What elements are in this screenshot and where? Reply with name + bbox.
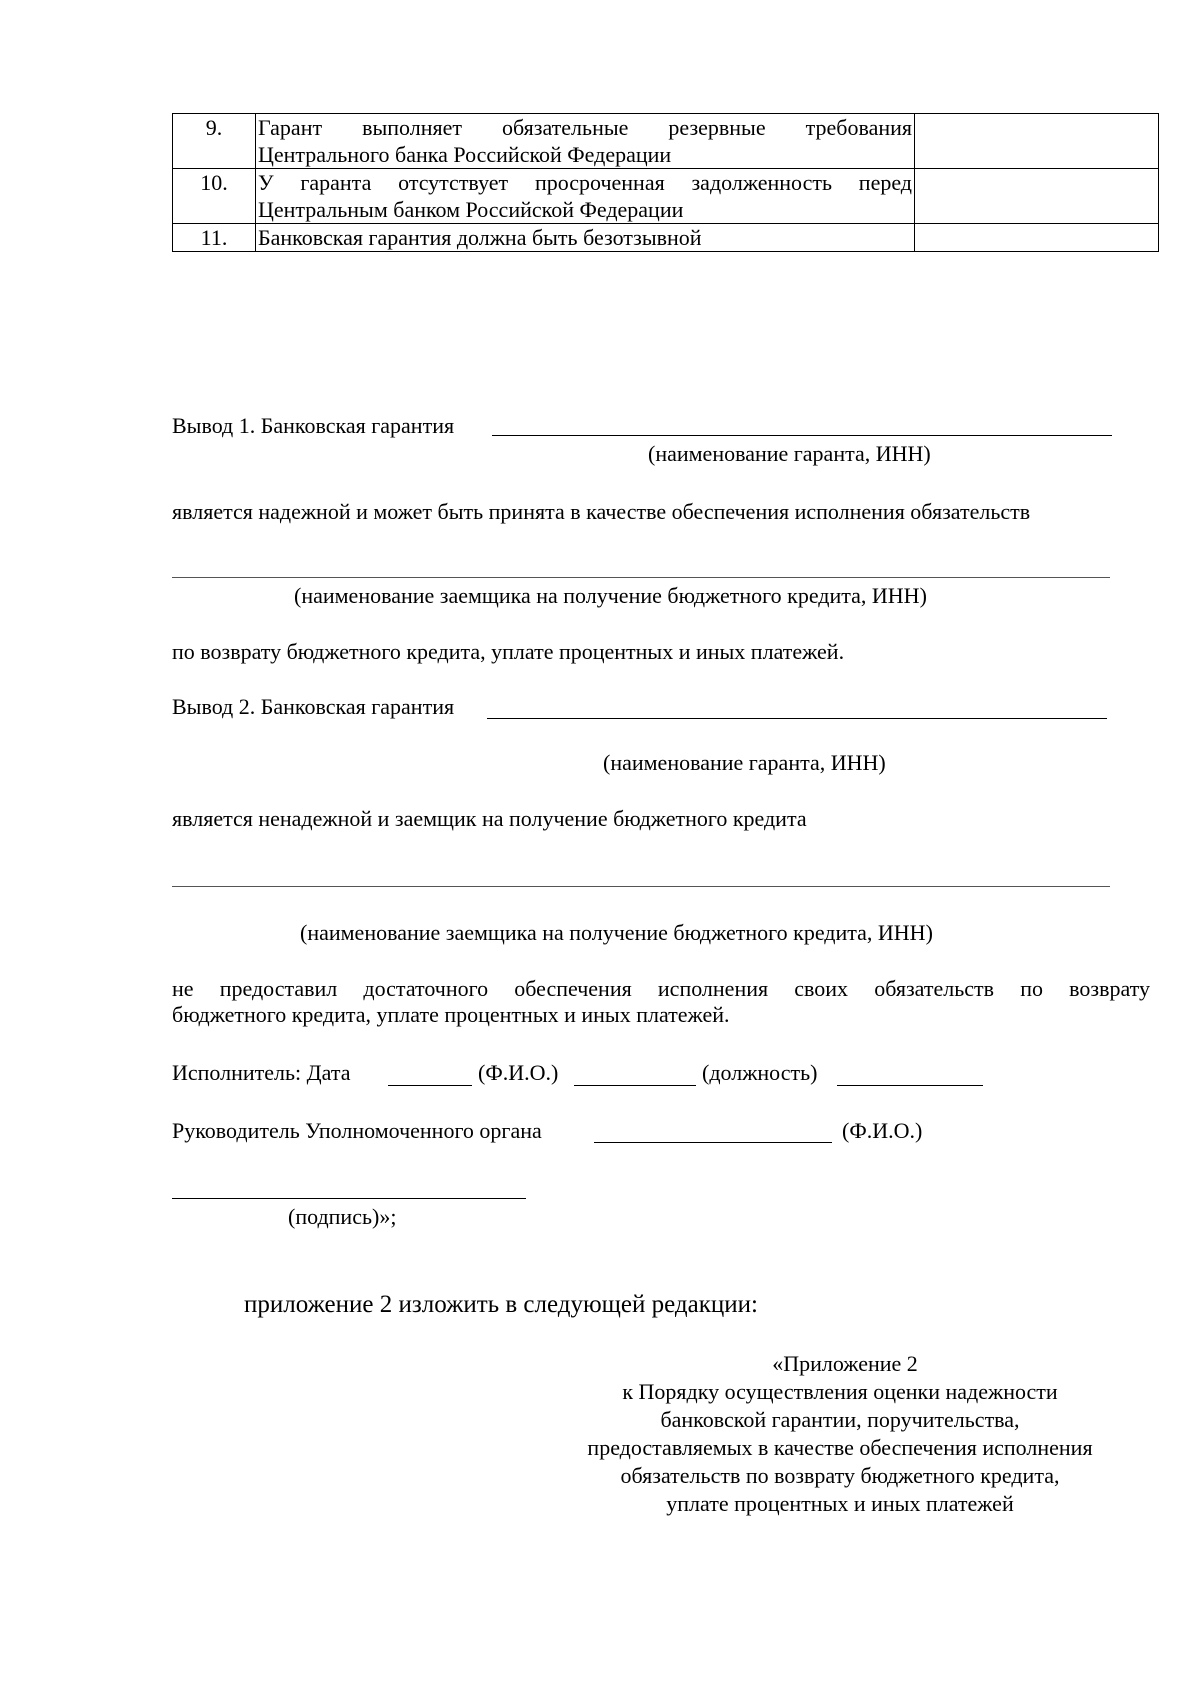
appendix-heading [540, 1350, 1140, 1518]
row-criterion-line: У гаранта отсутствует просроченная задолженность перед [258, 170, 912, 195]
conclusion1-statement: является надежной и может быть принята в качестве обеспечения исполнения обязательств [172, 499, 1031, 524]
appendix-line: предоставляемых в качестве обеспечения исполнения [587, 1435, 1093, 1460]
table-row [173, 169, 1159, 224]
row-criterion [256, 169, 915, 224]
borrower-blank-line [172, 886, 1110, 887]
row-criterion-line: Центральным банком Российской Федерации [258, 197, 684, 222]
row-criterion-line: Центрального банка Российской Федерации [258, 142, 672, 167]
table-row [173, 224, 1159, 252]
table-row [173, 114, 1159, 169]
appendix-line: уплате процентных и иных платежей [666, 1491, 1014, 1516]
executor-fio-label: (Ф.И.О.) [478, 1060, 559, 1085]
closing-line: бюджетного кредита, уплате процентных и иных платежей. [172, 1002, 730, 1027]
row-value-cell [915, 169, 1159, 224]
executor-label: Исполнитель: Дата [172, 1060, 351, 1085]
guarantor-blank-line [492, 435, 1112, 436]
date-blank-line [388, 1085, 472, 1086]
appendix-line: к Порядку осуществления оценки надежности [622, 1379, 1058, 1404]
row-number: 11. [173, 224, 256, 252]
instruction-text: приложение 2 изложить в следующей редакции: [244, 1291, 758, 1318]
criteria-table [172, 113, 1159, 252]
appendix-line: банковской гарантии, поручительства, [660, 1407, 1020, 1432]
conclusion1-closing: по возврату бюджетного кредита, уплате процентных и иных платежей. [172, 639, 845, 664]
head-blank-line [594, 1142, 832, 1143]
borrower-blank-line [172, 577, 1110, 578]
guarantor-caption: (наименование гаранта, ИНН) [648, 441, 931, 466]
row-number: 10. [173, 169, 256, 224]
row-criterion [256, 224, 915, 252]
appendix-line: обязательств по возврату бюджетного кредита, [620, 1463, 1060, 1488]
head-label: Руководитель Уполномоченного органа [172, 1118, 542, 1143]
row-number: 9. [173, 114, 256, 169]
conclusion2-statement: является ненадежной и заемщик на получение бюджетного кредита [172, 806, 807, 831]
conclusion2-closing [172, 976, 1150, 1028]
row-criterion-line: Гарант выполняет обязательные резервные требования [258, 115, 912, 140]
conclusion1-label: Вывод 1. Банковская гарантия [172, 413, 455, 438]
fio-blank-line [574, 1085, 696, 1086]
borrower-caption: (наименование заемщика на получение бюджетного кредита, ИНН) [294, 583, 927, 608]
row-value-cell [915, 224, 1159, 252]
position-blank-line [837, 1085, 983, 1086]
row-criterion-line: Банковская гарантия должна быть безотзывной [258, 225, 702, 250]
head-fio-label: (Ф.И.О.) [842, 1118, 923, 1143]
signature-caption: (подпись)»; [288, 1204, 397, 1229]
closing-line: не предоставил достаточного обеспечения исполнения своих обязательств по возврату [172, 976, 1150, 1001]
row-criterion [256, 114, 915, 169]
row-value-cell [915, 114, 1159, 169]
executor-position-label: (должность) [702, 1060, 818, 1085]
guarantor-caption: (наименование гаранта, ИНН) [603, 750, 886, 775]
conclusion2-label: Вывод 2. Банковская гарантия [172, 694, 455, 719]
guarantor-blank-line [487, 718, 1107, 719]
borrower-caption: (наименование заемщика на получение бюджетного кредита, ИНН) [300, 920, 933, 945]
signature-line [172, 1198, 526, 1199]
appendix-line: «Приложение 2 [772, 1351, 918, 1376]
